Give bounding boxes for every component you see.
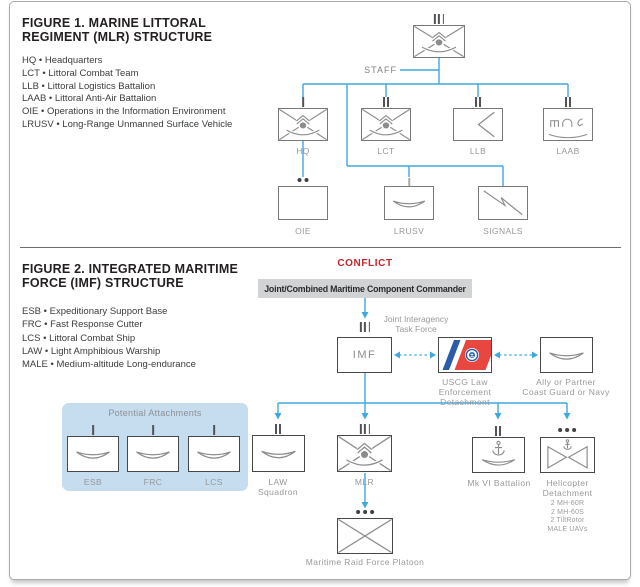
infantry-amphibious-symbol-icon — [338, 436, 391, 471]
legend-item: LCT • Littoral Combat Team — [22, 67, 139, 79]
echelon-platoon-dots — [558, 428, 576, 432]
echelon-ii — [383, 97, 389, 107]
legend-item: LAW • Light Amphibious Warship — [22, 345, 161, 357]
signals-unit-box — [478, 186, 528, 220]
echelon-ii — [475, 97, 481, 107]
helicopter-detachment-label: Helicopter Detachment — [542, 478, 593, 498]
lrusv-label: LRUSV — [393, 226, 425, 236]
lrusv-stub-tick — [408, 178, 410, 186]
legend-item: LCS • Littoral Combat Ship — [22, 332, 136, 344]
mlr-label: MLR — [354, 477, 375, 487]
figure2-title-line1: FIGURE 2. INTEGRATED MARITIME — [22, 262, 238, 276]
figure1-title-line1: FIGURE 1. MARINE LITTORAL — [22, 16, 206, 30]
staff-label: STAFF — [364, 65, 397, 75]
legend-item: MALE • Medium-altitude Long-endurance — [22, 359, 196, 371]
vessel-hull-icon — [189, 437, 239, 471]
echelon-regiment-iii — [360, 322, 370, 332]
mrfp-unit-box — [337, 518, 393, 554]
jiatf-label: Joint Interagency Task Force — [383, 314, 449, 334]
rotary-wing-anchor-icon — [541, 438, 594, 472]
mrfp-label: Maritime Raid Force Platoon — [305, 557, 425, 567]
figure2-title — [22, 263, 238, 290]
figure2-title-line2: FORCE (IMF) STRUCTURE — [22, 275, 184, 290]
frc-unit-box — [127, 436, 179, 472]
infantry-amphibious-symbol-icon — [414, 26, 464, 57]
ally-unit-box — [540, 337, 593, 373]
esb-unit-box — [67, 436, 119, 472]
figure1-legend — [22, 55, 232, 132]
signals-label: SIGNALS — [483, 226, 523, 236]
lcs-unit-box — [188, 436, 240, 472]
commander-bar — [258, 279, 472, 298]
ally-label: Ally or Partner Coast Guard or Navy — [522, 377, 610, 397]
legend-item: HQ • Headquarters — [22, 55, 103, 66]
air-defense-symbol-icon — [544, 109, 592, 140]
hq-label: HQ — [296, 146, 310, 156]
legend-item: LLB • Littoral Logistics Battalion — [22, 80, 156, 92]
echelon-platoon-dots — [356, 510, 374, 514]
mkvi-label: Mk VI Battalion — [467, 478, 531, 488]
vessel-hull-icon — [253, 436, 304, 471]
legend-item: LAAB • Littoral Anti-Air Battalion — [22, 93, 157, 105]
vessel-hull-icon — [128, 437, 178, 471]
vessel-hull-icon — [68, 437, 118, 471]
mlr-unit-box — [337, 435, 392, 472]
figure1-title-line2: REGIMENT (MLR) STRUCTURE — [22, 29, 213, 44]
figure1-title — [22, 17, 212, 44]
echelon-ii — [275, 424, 281, 434]
infantry-amphibious-symbol-icon — [279, 109, 327, 140]
llb-unit-box — [453, 108, 503, 141]
legend-item: FRC • Fast Response Cutter — [22, 319, 143, 331]
echelon-i — [302, 97, 304, 107]
legend-item: ESB • Expeditionary Support Base — [22, 306, 168, 317]
law-squadron-label: LAW Squadron — [257, 477, 299, 497]
legend-item: OIE • Operations in the Information Environment — [22, 106, 226, 118]
legend-item: LRUSV • Long-Range Unmanned Surface Vehicle — [22, 118, 233, 130]
oie-label: OIE — [295, 226, 311, 236]
uscg-unit-box — [438, 337, 492, 373]
laab-label: LAAB — [556, 146, 580, 156]
vessel-hull-icon — [541, 338, 592, 372]
echelon-regiment-iii — [434, 14, 444, 24]
echelon-i — [92, 425, 94, 435]
law-squadron-unit-box — [252, 435, 305, 472]
uscg-label: USCG Law Enforcement Detachment — [438, 377, 492, 407]
lct-unit-box — [361, 108, 411, 141]
mkvi-unit-box — [472, 437, 525, 473]
infantry-x-icon — [338, 519, 392, 553]
coast-guard-racing-stripe-icon — [439, 338, 491, 372]
laab-unit-box — [543, 108, 593, 141]
oie-unit-box — [278, 186, 328, 220]
imf-unit-box — [337, 337, 392, 373]
echelon-i — [213, 425, 215, 435]
mlr-hq-unit-box — [413, 25, 465, 58]
echelon-ii — [565, 97, 571, 107]
vessel-hull-icon — [385, 187, 433, 219]
helicopter-detachment-detail: 2 MH-60R 2 MH-60S 2 TiltRotor MALE UAVs — [547, 500, 588, 533]
imf-label: IMF — [352, 349, 377, 361]
figure2-legend — [22, 305, 196, 371]
lightning-bolt-icon — [479, 187, 527, 219]
esb-label: ESB — [83, 477, 103, 487]
anchor-hull-icon — [473, 438, 524, 472]
echelon-i — [152, 425, 154, 435]
figure-divider — [20, 247, 621, 248]
potential-attachments-label: Potential Attachments — [108, 408, 202, 418]
helicopter-detachment-unit-box — [540, 437, 595, 473]
hq-unit-box — [278, 108, 328, 141]
commander-label: Joint/Combined Maritime Component Commander — [264, 283, 466, 294]
logistics-chevron-icon — [454, 109, 502, 140]
frc-label: FRC — [143, 477, 163, 487]
echelon-section-dots — [298, 178, 309, 182]
infantry-amphibious-symbol-icon — [362, 109, 410, 140]
echelon-regiment-iii — [360, 424, 370, 434]
lcs-label: LCS — [205, 477, 223, 487]
lct-label: LCT — [377, 146, 395, 156]
llb-label: LLB — [469, 146, 487, 156]
echelon-ii — [495, 426, 501, 436]
lrusv-unit-box — [384, 186, 434, 220]
conflict-label: CONFLICT — [337, 258, 393, 269]
